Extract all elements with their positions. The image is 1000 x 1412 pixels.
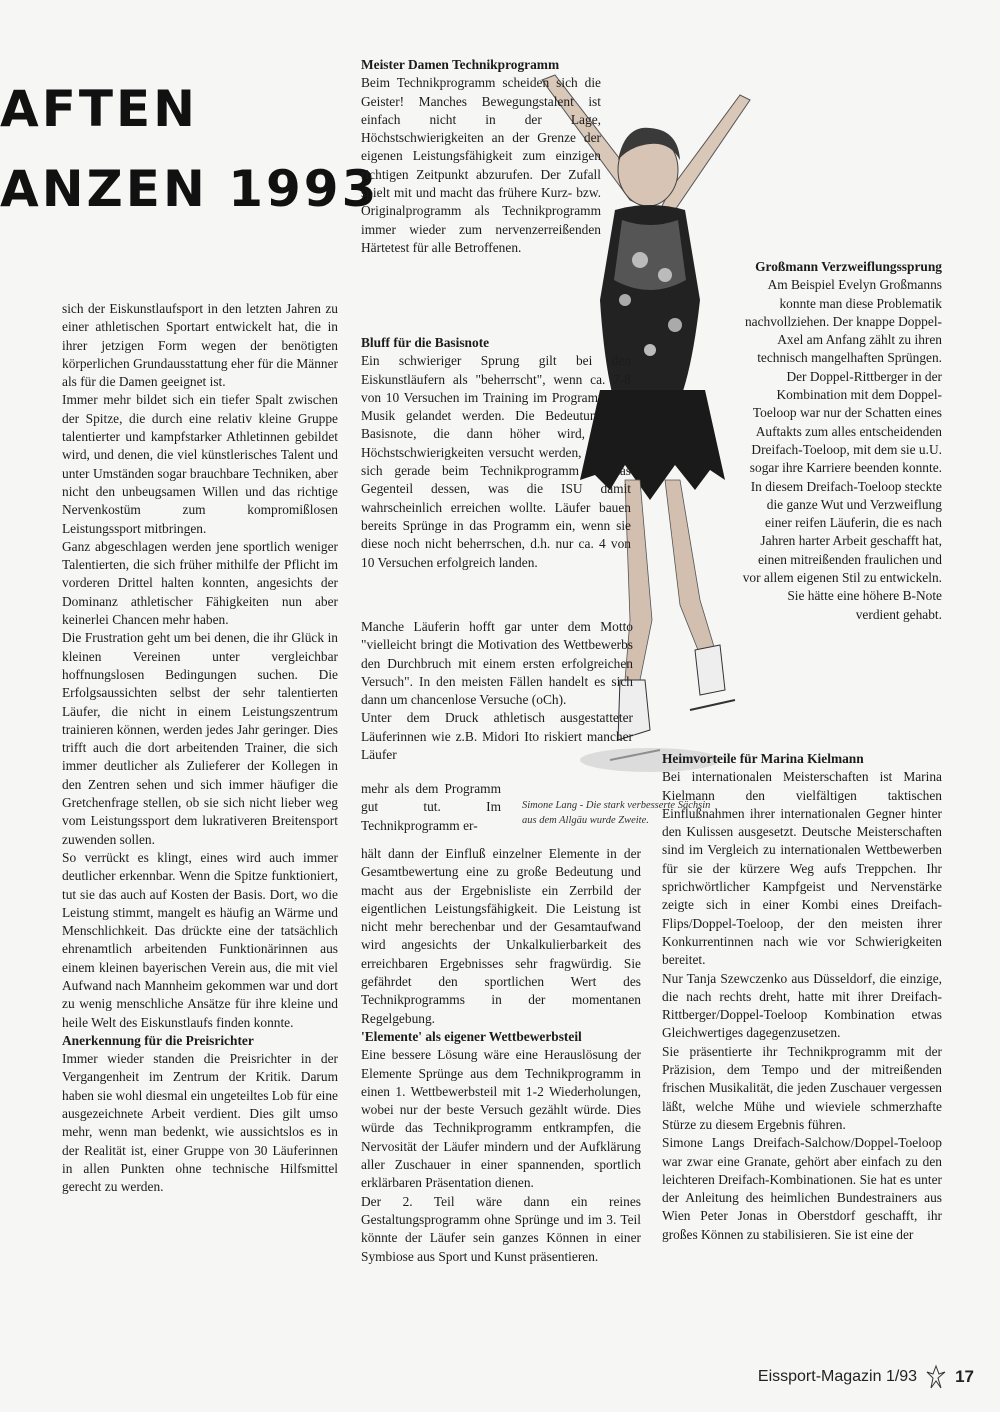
col2-heading-3: 'Elemente' als eigener Wettbewerbsteil (361, 1028, 582, 1044)
column-middle-bottom (361, 845, 641, 1266)
col2-para-2: Ein schwieriger Sprung gilt bei den Eiskunstläufern als "beherrscht", wenn ca. 7-8 von 10 Versuchen im Training im Programm mit Musik gelandet werden. Die Bedeutung der Basisnote, die dann höher wird, wenn Höchstschwierigkeiten versucht werden, verkehrt sich gerade beim Technikprogramm in das Gegenteil dessen, was die ISU damit wahrscheinlich erreichen wollte. Läufer bauen bereits Sprünge in das Programm ein, wenn sie diese noch nicht beherrschen, d.h. nur ca. 4 von 10 Versuchen erfolgreich landen. (361, 353, 631, 570)
col1-para-3: Ganz abgeschlagen werden jene sportlich weniger Talentierten, die sich früher mithilfe der Pflicht im vorderen Drittel halten konnten, angesichts der Dominanz athletischer Fähigkeiten nun aber keinerlei Chancen mehr haben. (62, 538, 338, 628)
column-left (62, 300, 338, 1197)
col1-para-5: So verrückt es klingt, eines wird auch immer deutlicher erkennbar. Wenn die Spitze funktioniert, tut sie das auch auf Kosten der Basis. Dort, wo die Leistung stimmt, mangelt es häufig an Wärme und Menschlichkeit. Das drückte eine der tatsächlich ehrenamtlich arbeitenden Funktionärinnen aus einem kleinen bayerischen Verein aus, die mit viel Aufwand nach Mannheim gekommen war und dort zu wenig menschliche Ansätze für ihre kleine und heile Welt des Eiskunstlaufs finden konnte. (62, 849, 338, 1030)
magazine-name: Eissport-Magazin 1/93 (757, 1368, 918, 1385)
headline-line-2: ANZEN 1993 (0, 160, 380, 218)
col2-para-5: Eine bessere Lösung wäre eine Herauslösung der Elemente Sprünge aus dem Technikprogramm in einen 1. Wettbewerbsteil mit 1-2 Wiederholungen, wobei nur der beste Versuch gezählt würde. Dies würde das Technikprogramm entkrampfen, die Nervosität der Läufer mindern und der Aufklärung aller Zuschauer in einer spannenden, sportlich erklärbaren Präsentation dienen. (361, 1047, 641, 1191)
col2-para-4c: hält dann der Einfluß einzelner Elemente in der Gesamtbewertung eine zu große Bedeutung und macht aus der Ergebnisliste ein Zerrbild der eigentlichen Leistungsfähigkeit. Die Leistung ist nicht mehr berechenbar und der Gesamtaufwand wird angesichts der Unkalkulierbarkeit des erreichbaren Ergebnisses sehr fragwürdig. Sie gefährdet den sportlichen Wert des Technikprogramms in der momentanen Regelgebung. (361, 846, 641, 1026)
col2-para-6: Der 2. Teil wäre dann ein reines Gestaltungsprogramm ohne Sprünge und im 3. Teil könnte der Läufer sein ganzes Können in einer Symbiose aus Sport und Kunst präsentieren. (361, 1193, 641, 1264)
col1-para-4: Die Frustration geht um bei denen, die ihr Glück in kleinen Vereinen unter vergleichbar hoffnungslosen Bedingungen suchen. Die Erfolgsaussichten selbst der sehr talentierten Läufer, die nicht in einem Leistungszentrum trainieren können, werden jedes Jahr geringer. Dies trifft auch die dort arbeitenden Trainer, die sich immer deutlicher als Zulieferer der Kollegen in den Zentren sehen und sich immer häufiger die Gretchenfrage stellen, ob sie sich nicht lieber weg vom Leistungssport dem lukrativeren Breitensport zuwenden sollen. (62, 630, 338, 847)
column-middle-mid (361, 334, 631, 572)
col3-para-2: Bei internationalen Meisterschaften ist Marina Kielmann den vielfältigen taktischen Einflußnahmen ihrer internationalen Gegner hinter den Kulissen ausgesetzt. Deutsche Meisterschaften sind im Vergleich zu internationalen Wettbewerben für sie der kürzere Weg aufs Treppchen. Ihr sprichwörtlicher Kampfgeist und Nervenstärke zeigte sich in einer Kombi eines Dreifach-Flips/Doppel-Toeloop, der den meisten ihrer Konkurrentinnen nach wie vor Schwierigkeiten bereitet. (662, 769, 942, 968)
col1-para-last: Immer wieder standen die Preisrichter in der Vergangenheit im Zentrum der Kritik. Darum haben sie wohl diesmal ein ungeteiltes Lob für eine ausgezeichnete Arbeit verdient. Dies gilt umso mehr, wenn man bedenkt, wie aussichtslos es in der Realität ist, einer Gruppe von 30 Läuferinnen in allen Punkten ohne technische Hilfsmittel gerecht zu werden. (62, 1051, 338, 1195)
col3-para-3: Nur Tanja Szewczenko aus Düsseldorf, die einzige, die nach rechts dreht, hatte mit ihrer Dreifach-Rittberger/Doppel-Toeloop Kombination etwas Gleichwertiges dagegenzusetzen. (662, 970, 942, 1041)
column-middle-low (361, 618, 633, 764)
skater-logo-icon (925, 1364, 947, 1390)
column-right-top (742, 258, 942, 624)
page-footer (758, 1364, 974, 1390)
col2-para-4a: Unter dem Druck athletisch ausgestatteter Läuferinnen wie z.B. Midori Ito riskiert mancher Läufer (361, 710, 633, 763)
col1-para-1: sich der Eiskunstlaufsport in den letzten Jahren zu einer athletischen Sportart entwickelt hat, die in ihrer jetzigen Form wegen der benötigten körperlichen Grundausstattung eher für die Männer als für die Damen geeignet ist. (62, 301, 338, 390)
col2-heading-2: Bluff für die Basisnote (361, 335, 490, 350)
col1-heading: Anerkennung für die Preisrichter (62, 1032, 254, 1048)
col2-heading-1: Meister Damen Technikprogramm (361, 57, 560, 72)
headline-line-1: AFTEN (0, 80, 198, 138)
col3-para-5: Simone Langs Dreifach-Salchow/Doppel-Toeloop war zwar eine Granate, gehört aber einfach zu den leichteren Dreifach-Kombinationen. Sie hat es unter der Anleitung des heimlichen Bundestrainers aus Wien Peter Jonas in Oberstdorf geschafft, ihr großes Können zu stabilisieren. Sie ist eine der (662, 1135, 942, 1242)
col3-para-4: Sie präsentierte ihr Technikprogramm mit der Präzision, dem Tempo und der mitreißenden frischen Musikalität, die jeden Zuschauer vergessen läßt, welche Mühe und wieviele schmerzhafte Stürze zu diesem Ergebnis führen. (662, 1043, 942, 1132)
col2-para-3: Manche Läuferin hofft gar unter dem Motto "vielleicht bringt die Motivation des Wettbewerbs den Durchbruch mit einem ersten erfolgreichen Versuch". In den meisten Fällen handelt es sich dann um chancenlose Versuche (oCh). (361, 619, 633, 708)
col1-para-2: Immer mehr bildet sich ein tiefer Spalt zwischen der Spitze, die durch eine relativ kleine Gruppe talentierter und kampfstarker Athletinnen gebildet wird, und denen, die viel künstlerisches Talent und unter Umständen sogar brauchbare Techniken, aber nicht den unbeugsamen Willen und das richtige Nervenkostüm zum kompromißlosen Leistungssport mitbringen. (62, 392, 338, 536)
col3-heading-1: Großmann Verzweiflungssprung (755, 259, 942, 274)
photo-caption: Simone Lang - Die stark verbesserte Sächsin aus dem Allgäu wurde Zweite. (522, 800, 711, 826)
column-middle-narrow (361, 780, 501, 835)
col3-heading-2: Heimvorteile für Marina Kielmann (662, 751, 864, 766)
column-middle-top (361, 56, 601, 257)
page-number: 17 (955, 1367, 974, 1386)
col3-para-1: Am Beispiel Evelyn Großmanns konnte man diese Problematik nachvollziehen. Der knappe Doppel-Axel am Anfang zählt zu ihren technisch mangelhaften Sprüngen. Der Doppel-Rittberger in der Kombination mit dem Doppel-Toeloop war nur der Schatten eines Auftakts zum alles entscheidenden Dreifach-Toeloop, mit dem sie u.U. sogar ihre Karriere beenden konnte. In diesem Dreifach-Toeloop steckte die ganze Wut und Verzweiflung einer reifen Läuferin, die es nach Jahren harter Arbeit geschafft hat, einen mitreißenden fraulichen und vor allem eigenen Stil zu entwickeln. Sie hätte eine höhere B-Note verdient gehabt. (742, 277, 942, 622)
col2-para-1: Beim Technikprogramm scheiden sich die Geister! Manches Bewegungstalent ist einfach nicht in der Lage, Höchstschwierigkeiten an der Grenze der eigenen Leistungsfähigkeit zum einzigen richtigen Zeitpunkt abzurufen. Der Zufall spielt mit und macht das frühere Kurz- bzw. Originalprogramm als Technikprogramm immer wieder zum nervenzerreißenden Härtetest für alle Betroffenen. (361, 75, 601, 255)
column-right-bottom (662, 750, 942, 1244)
col2-para-4b: mehr als dem Programm gut tut. Im Technikprogramm er- (361, 781, 501, 833)
